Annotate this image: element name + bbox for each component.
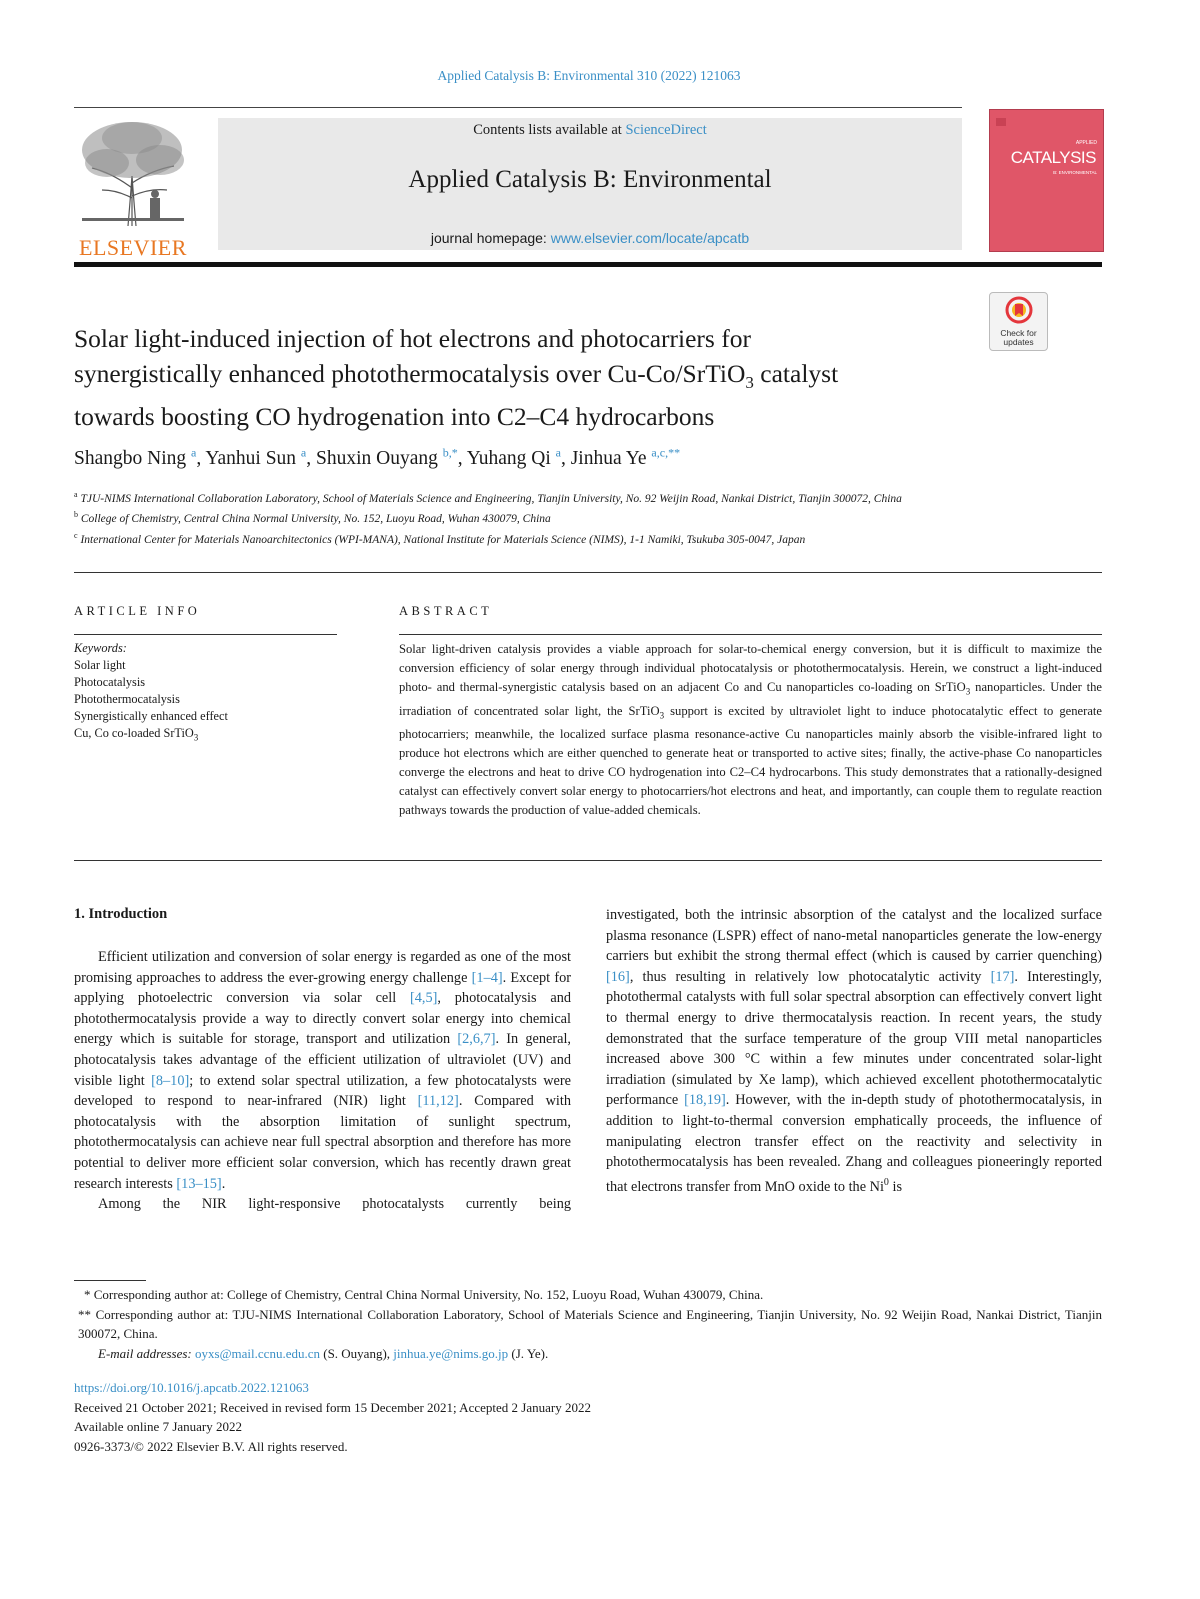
copyright: 0926-3373/© 2022 Elsevier B.V. All rights reserved. — [74, 1438, 348, 1454]
citation-link[interactable]: [4,5] — [410, 990, 438, 1007]
article-dates: Received 21 October 2021; Received in revised form 15 December 2021; Accepted 2 January 2022 — [74, 1399, 591, 1415]
author-list — [74, 445, 680, 470]
author-separator: , — [560, 447, 571, 469]
body-text: investigated, both the intrinsic absorption of the catalyst and the localized surface plasma resonance (LSPR) effect of nano-metal nanoparticles generate the low-energy carriers but exhibit the strong thermal effect (which is caused by carrier quenching) — [606, 907, 1102, 965]
affiliation-text: TJU-NIMS International Collaboration Laboratory, School of Materials Science and Engineering, Tianjin University, No. 92 Weijin Road, Nankai District, Tianjin 300072, China — [80, 492, 902, 505]
author-name: Yuhang Qi — [466, 447, 551, 469]
body-column-left — [74, 947, 571, 1215]
banner-thick-rule — [74, 262, 1102, 267]
citation-link[interactable]: [2,6,7] — [457, 1031, 496, 1048]
affiliation-mark: b — [74, 510, 78, 520]
email-link-ye[interactable]: jinhua.ye@nims.go.jp — [393, 1345, 509, 1361]
keyword-subscript: 3 — [193, 732, 199, 743]
article-info-rule — [74, 634, 337, 635]
footnote-1: * Corresponding author at: College of Chemistry, Central China Normal University, No. 152, Luoyu Road, Wuhan 430079, China. — [84, 1287, 764, 1302]
abstract-bottom-rule — [74, 860, 1102, 861]
author-separator: , — [196, 447, 206, 469]
citation-link[interactable]: [1–4] — [471, 969, 503, 986]
title-line-1: Solar light-induced injection of hot electrons and photocarriers for — [74, 324, 751, 353]
updates-line2: updates — [1003, 337, 1034, 347]
title-line-3: towards boosting CO hydrogenation into C2–C4 hydrocarbons — [74, 402, 715, 432]
author-name: Jinhua Ye — [570, 447, 647, 469]
body-text: . However, with the in-depth study of photothermocatalysis, in addition to light-to-thermal conversion emphatically proceeds, the influence of manipulating electron transfer effect on the reactivity and selectivity in photothermocatalysis has been revealed. Zhang and colleagues pioneeringly reported that electrons transfer from MnO oxide to the Ni — [606, 1092, 1102, 1195]
email-owner: (S. Ouyang), — [319, 1345, 394, 1361]
citation-link[interactable]: [8–10] — [151, 1072, 190, 1089]
author[interactable] — [74, 445, 206, 469]
abstract-text — [399, 640, 1102, 820]
author[interactable] — [316, 445, 467, 469]
author-affiliation-mark[interactable]: a — [300, 445, 307, 459]
author[interactable] — [570, 445, 681, 469]
author-affiliation-mark[interactable]: a,c,** — [651, 445, 681, 459]
citation-link[interactable]: [18,19] — [684, 1092, 726, 1109]
author[interactable] — [205, 445, 316, 469]
available-online: Available online 7 January 2022 — [74, 1419, 242, 1435]
title-line-2-text: synergistically enhanced photothermocatalysis over Cu-Co/SrTiO — [74, 358, 746, 388]
publisher-logo-text: ELSEVIER — [79, 235, 187, 260]
updates-line1: Check for — [1000, 328, 1037, 338]
abstract-rule — [399, 634, 1102, 635]
footnote-2: ** Corresponding author at: TJU-NIMS International Collaboration Laboratory, School of Materials Science and Engineering, Tianjin University, No. 92 Weijin Road, Nankai District, Tianjin 300072, China. — [78, 1306, 1102, 1342]
journal-title: Applied Catalysis B: Environmental — [408, 166, 772, 193]
author-name: Yanhui Sun — [205, 447, 297, 469]
keyword-text: Cu, Co co-loaded SrTiO — [74, 726, 194, 740]
body-text: ; to extend solar spectral utilization, a few photocatalysts were developed to respond to near-infrared (NIR) light — [74, 1072, 571, 1110]
email-label: E-mail addresses: — [98, 1345, 192, 1361]
footnotes — [74, 1285, 1102, 1363]
citation-link[interactable]: [11,12] — [417, 1093, 459, 1110]
abstract-part: support is excited by ultraviolet light to induce photocatalytic effect to generate photocarriers; meanwhile, the localized surface plasma resonance-active Cu nanoparticles mainly absorb the visible-infrared light to produce hot electrons which are either quenched to generate heat or transported to active sites; finally, the active-phase Co nanoparticles converge the electrons and heat to drive CO hydrogenation into C2–C4 hydrocarbons. This study demonstrates that a rationally-designed catalyst can effectively convert solar energy to photocarriers/hot electrons and heat, and importantly, can couple them to regulate reaction pathways towards the production of value-added chemicals. — [399, 703, 1102, 818]
body-text: is — [888, 1178, 903, 1195]
body-column-right — [606, 905, 1102, 1197]
affiliation — [74, 487, 954, 507]
affiliation-mark: c — [74, 530, 78, 540]
keywords — [74, 640, 344, 746]
keywords-label: Keywords: — [74, 641, 127, 655]
introduction-heading: 1. Introduction — [74, 906, 168, 922]
abstract-part: Solar light-driven catalysis provides a viable approach for solar-to-chemical energy conversion, but it is difficult to maximize the conversion efficiency of solar energy through individual photocatalysis or photothermocatalysis. Herein, we construct a light-induced photo- and thermal-synergistic catalysis based on an adjacent Co and Cu nanoparticles co-loading on SrTiO — [399, 642, 1102, 694]
homepage-prefix: journal homepage: — [430, 230, 547, 246]
article-title — [74, 322, 974, 435]
affiliation-text: College of Chemistry, Central China Normal University, No. 152, Luoyu Road, Wuhan 430079, China — [80, 513, 551, 526]
body-text: Efficient utilization and conversion of solar energy is regarded as one of the most promising approaches to address the ever-growing energy challenge — [74, 949, 571, 986]
author-name: Shuxin Ouyang — [316, 447, 438, 469]
running-header[interactable]: Applied Catalysis B: Environmental 310 (2022) 121063 — [437, 68, 741, 83]
keyword: Solar light — [74, 658, 126, 672]
article-info-heading: ARTICLE INFO — [74, 604, 201, 618]
keyword — [74, 725, 344, 746]
title-line-2-tail: catalyst — [753, 358, 839, 388]
citation-link[interactable]: [17] — [990, 968, 1015, 985]
affiliation-rule — [74, 572, 1102, 573]
author-separator: , — [306, 447, 316, 469]
body-text: . — [221, 1175, 226, 1192]
doi-link[interactable]: https://doi.org/10.1016/j.apcatb.2022.121063 — [74, 1380, 309, 1395]
elsevier-tree-icon — [72, 118, 194, 228]
intro-paragraph-2: Among the NIR light-responsive photocatalysts currently being — [98, 1196, 571, 1213]
body-text: , photocatalysis and photothermocatalysis provide a way to directly convert solar energy into chemical energy which is suitable for storage, transport and utilization — [74, 990, 571, 1048]
body-text: , thus resulting in relatively low photocatalytic activity — [629, 968, 991, 985]
elsevier-logo[interactable] — [72, 118, 194, 260]
publication-info — [74, 1378, 591, 1456]
abstract-heading: ABSTRACT — [399, 604, 493, 618]
intro-paragraph-1 — [74, 947, 571, 1194]
body-text: . Compared with photocatalysis with the absorption limitation of sunlight spectrum, photothermocatalysis can achieve near full spectral absorption and therefore has more potential to deliver more efficient solar conversion, which has recently drawn great research interests — [74, 1093, 572, 1192]
cover-catalysis: CATALYSIS — [1010, 148, 1096, 167]
author-name: Shangbo Ning — [74, 447, 187, 469]
abstract-subscript: 3 — [659, 710, 665, 721]
cover-applied: APPLIED — [1075, 140, 1097, 146]
email-link-ouyang[interactable]: oyxs@mail.ccnu.edu.cn — [195, 1345, 320, 1361]
header-rule — [74, 107, 962, 108]
keyword: Photocatalysis — [74, 675, 146, 689]
citation-link[interactable]: [16] — [606, 968, 630, 985]
affiliation — [74, 507, 954, 527]
author-separator: , — [457, 447, 467, 469]
body-text: . Interestingly, photothermal catalysts with full solar spectral absorption can effectively convert light to thermal energy to drive thermocatalysis reaction. In recent years, the study demonstrated that the surface temperature of the group VIII metal nanoparticles increased above 300 °C within a few minutes under concentrated solar-light irradiation (simulated by Xe lamp), which achieved excellent photothermocatalytic performance — [606, 968, 1102, 1109]
homepage-link[interactable]: www.elsevier.com/locate/apcatb — [550, 230, 750, 246]
affiliation — [74, 528, 954, 548]
author-affiliation-mark[interactable]: b,* — [442, 445, 458, 459]
cover-mark-icon — [996, 118, 1006, 126]
affiliation-text: International Center for Materials Nanoarchitectonics (WPI-MANA), National Institute for Materials Science (NIMS), 1-1 Namiki, Tsukuba 305-0047, Japan — [80, 533, 806, 546]
contents-available — [218, 122, 962, 139]
body-text: . In general, photocatalysis takes advantage of the efficient utilization of ultraviolet (UV) and visible light — [74, 1031, 571, 1089]
journal-banner — [218, 118, 962, 250]
title-line-2 — [74, 357, 974, 401]
check-for-updates-button[interactable] — [989, 292, 1048, 351]
keyword: Synergistically enhanced effect — [74, 709, 228, 723]
sciencedirect-link[interactable]: ScienceDirect — [625, 122, 707, 138]
footnote-rule — [74, 1280, 146, 1281]
journal-homepage — [218, 230, 962, 246]
author-affiliation-mark[interactable]: a — [191, 445, 197, 459]
affiliation-mark: a — [74, 490, 78, 499]
email-owner: (J. Ye). — [508, 1345, 549, 1361]
cover-environmental: B: ENVIRONMENTAL — [1053, 170, 1097, 175]
email-addresses — [74, 1344, 1102, 1364]
author-affiliation-mark[interactable]: a — [555, 445, 561, 459]
journal-cover[interactable] — [989, 109, 1104, 252]
affiliations — [74, 487, 954, 548]
body-text: . Except for applying photoelectric conversion via solar cell — [74, 969, 572, 1007]
bookmark-ribbon-icon — [1005, 296, 1033, 324]
abstract-subscript: 3 — [965, 686, 971, 697]
contents-prefix: Contents lists available at — [473, 122, 622, 138]
title-subscript: 3 — [745, 372, 754, 392]
intro-paragraph-continued — [606, 905, 1102, 1197]
superscript: 0 — [883, 1176, 889, 1188]
citation-link[interactable]: [13–15] — [176, 1175, 222, 1192]
keyword: Photothermocatalysis — [74, 692, 180, 706]
abstract-part: nanoparticles. Under the irradiation of concentrated solar light, the SrTiO — [399, 680, 1103, 718]
author[interactable] — [466, 445, 571, 469]
